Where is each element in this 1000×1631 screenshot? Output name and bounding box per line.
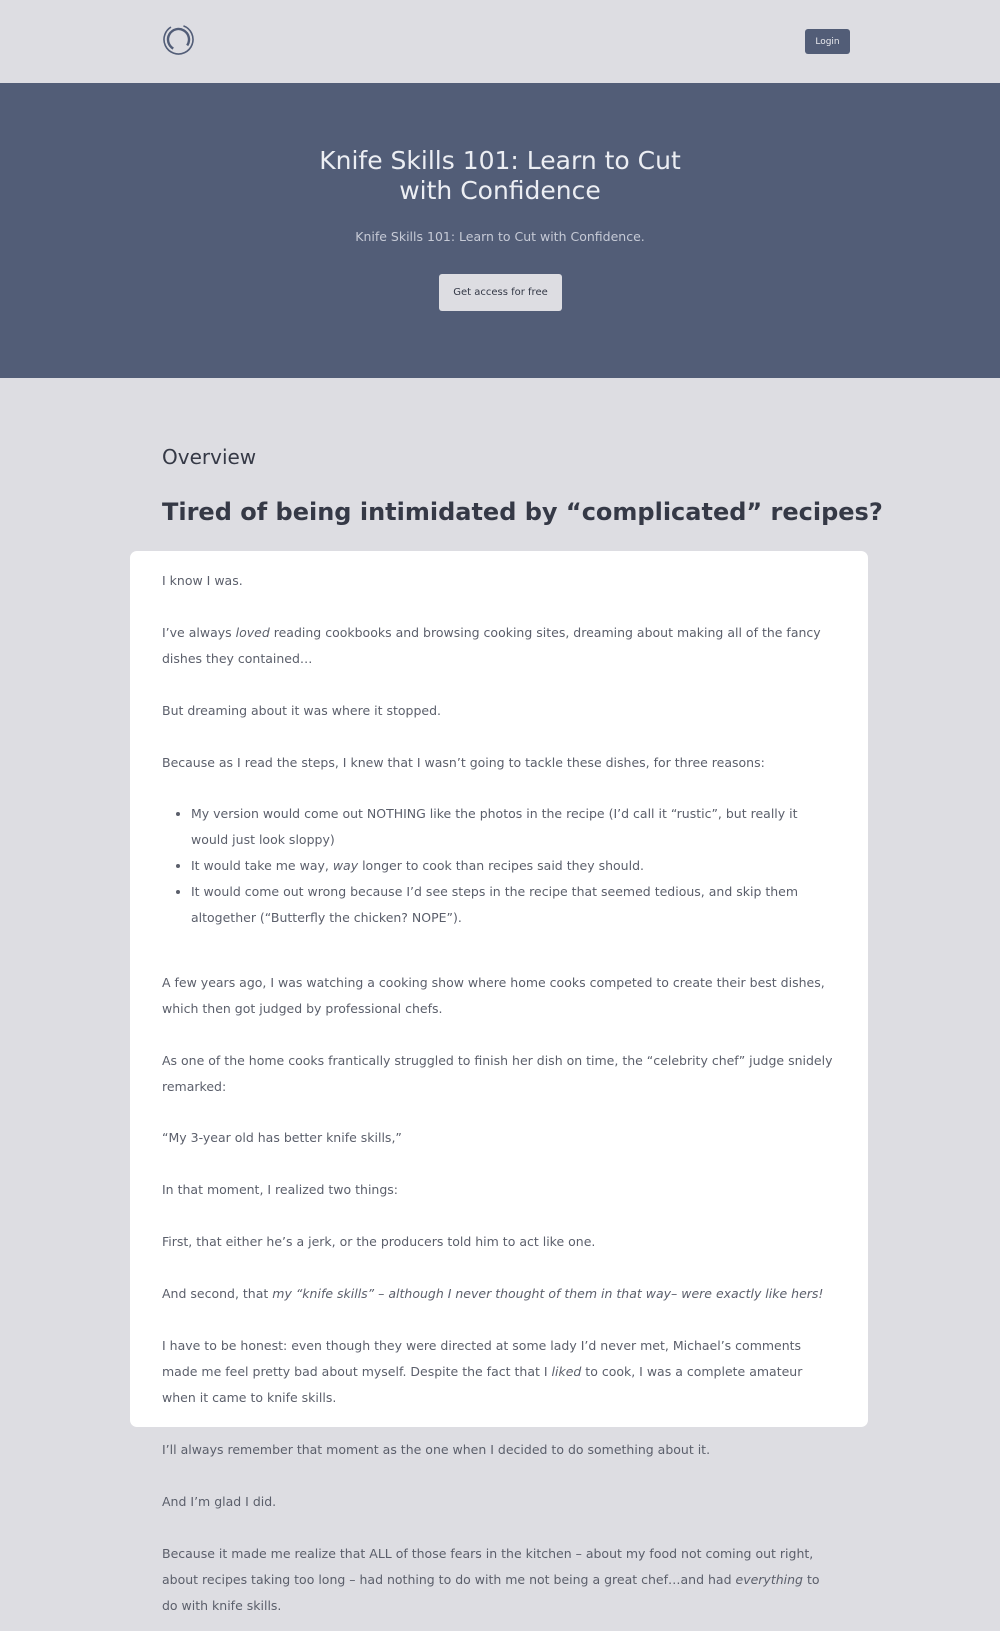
- hero-title: Knife Skills 101: Learn to Cut with Confidence: [319, 146, 681, 205]
- paragraph-3: But dreaming about it was where it stopped.: [162, 703, 441, 718]
- overview-heading: Overview: [162, 445, 257, 469]
- hero-subtitle: Knife Skills 101: Learn to Cut with Confidence.: [355, 229, 645, 244]
- hero-banner: [0, 83, 1000, 378]
- bullet-2-text-b: longer to cook than recipes said they should.: [358, 858, 644, 873]
- paragraph-14-emphasis: everything: [735, 1572, 803, 1587]
- get-access-button[interactable]: Get access for free: [439, 274, 562, 311]
- paragraph-2-text-b: reading cookbooks and browsing cooking sites, dreaming about making all of the fancy dishes they contained…: [162, 625, 821, 666]
- bullet-2-text-a: It would take me way,: [191, 858, 333, 873]
- list-item: • My version would come out NOTHING like the photos in the recipe (I’d call it “rustic”, but really it would just look sloppy): [191, 801, 838, 853]
- paragraph-11-text-a: I have to be honest: even though they were directed at some lady I’d never met, Michael’s comments made me feel pretty bad about myself. Despite the fact that I: [162, 1338, 802, 1379]
- paragraph-12: I’ll always remember that moment as the one when I decided to do something about it.: [162, 1442, 711, 1457]
- paragraph-10-emphasis: my “knife skills” – although I never thought of them in that way– were exactly like hers!: [272, 1286, 824, 1301]
- main-headline: Tired of being intimidated by “complicated” recipes?: [162, 498, 883, 526]
- paragraph-6: As one of the home cooks frantically struggled to finish her dish on time, the “celebrity chef” judge snidely remarked:: [162, 1053, 833, 1094]
- paragraph-2: [162, 620, 838, 672]
- paragraph-11-emphasis: liked: [551, 1364, 582, 1379]
- paragraph-1: I know I was.: [162, 573, 243, 588]
- paragraph-13: And I’m glad I did.: [162, 1494, 277, 1509]
- list-item: • It would come out wrong because I’d see steps in the recipe that seemed tedious, and skip them altogether (“Butterfly the chicken? NOPE”).: [191, 879, 838, 931]
- paragraph-11-text-b: to cook, I was a complete amateur when it came to knife skills.: [162, 1364, 803, 1405]
- paragraph-5: A few years ago, I was watching a cooking show where home cooks competed to create their best dishes, which then got judged by professional chefs.: [162, 975, 825, 1016]
- paragraph-10-text-a: And second, that: [162, 1286, 273, 1301]
- paragraph-2-emphasis: loved: [235, 625, 270, 640]
- paragraph-10: [162, 1281, 838, 1307]
- login-button[interactable]: Login: [805, 29, 850, 54]
- paragraph-11: [162, 1333, 838, 1411]
- paragraph-14-text-a: Because it made me realize that ALL of those fears in the kitchen – about my food not coming out right, about recipes taking too long – had nothing to do with me not being a great chef…and had: [162, 1546, 814, 1587]
- paragraph-2-text-a: I’ve always: [162, 625, 236, 640]
- paragraph-14-text-b: to do with knife skills.: [162, 1572, 820, 1613]
- bullet-2-emphasis: way: [332, 858, 359, 873]
- paragraph-8: In that moment, I realized two things:: [162, 1182, 399, 1197]
- paragraph-4: Because as I read the steps, I knew that I wasn’t going to tackle these dishes, for three reasons:: [162, 755, 765, 770]
- site-header: [0, 0, 1000, 83]
- reasons-list: [162, 801, 838, 931]
- paragraph-14: [162, 1541, 838, 1619]
- paragraph-7: “My 3-year old has better knife skills,”: [162, 1130, 402, 1145]
- ring-logo-icon[interactable]: [162, 23, 195, 56]
- list-item: [191, 853, 838, 879]
- paragraph-9: First, that either he’s a jerk, or the producers told him to act like one.: [162, 1234, 596, 1249]
